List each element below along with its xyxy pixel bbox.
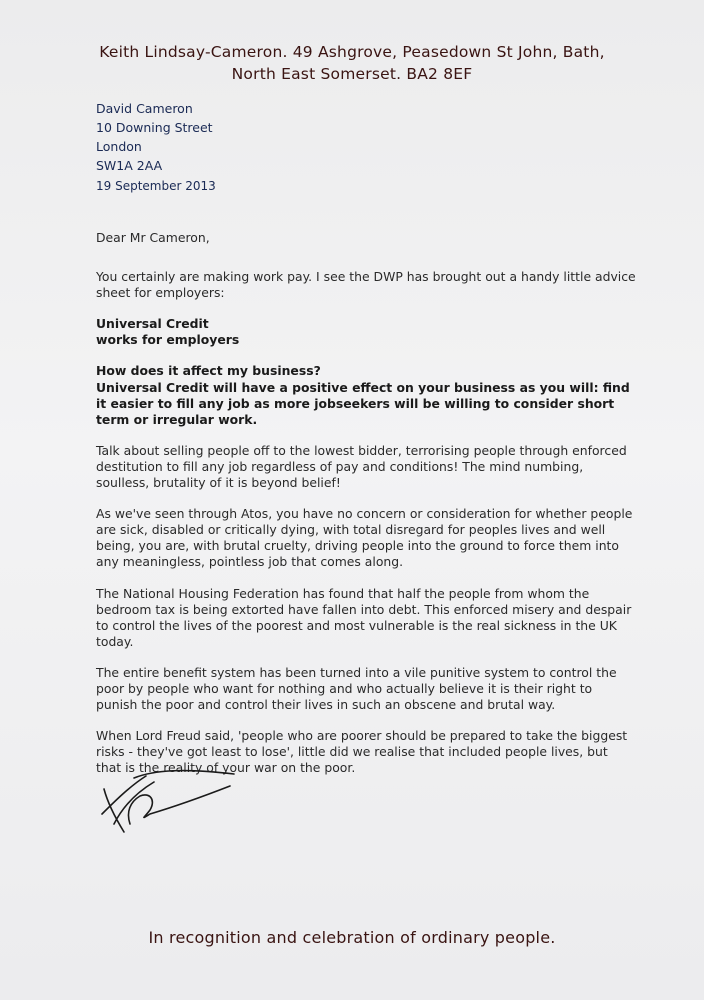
recipient-postcode: SW1A 2AA <box>96 158 163 173</box>
body-paragraph: The entire benefit system has been turned into a vile punitive system to control the poor by people who want for nothing and who actually believe it is their right to punish the poor and control their lives in such an obscene and brutal way. <box>96 664 617 713</box>
quote-title-line-2: works for employers <box>96 332 240 348</box>
greeting: Dear Mr Cameron, <box>96 230 210 245</box>
quote-title-line-1: Universal Credit <box>96 316 209 332</box>
quote-question: How does it affect my business? <box>96 363 321 379</box>
body-paragraph: The National Housing Federation has found that half the people from whom the bedroom tax is being extorted have fallen into debt. This enforced misery and despair to control the lives of the poorest and most vulnerable is the real sickness in the UK today. <box>96 585 632 649</box>
recipient-name: David Cameron <box>96 101 193 116</box>
letterhead-line-2: North East Somerset. BA2 8EF <box>231 65 473 83</box>
body-paragraph: As we've seen through Atos, you have no concern or consideration for whether people are sick, disabled or critically dying, with total disregard for peoples lives and well being, you are, with brutal cruelty, driving people into the ground to force them into any meaningless, pointless job that comes along. <box>96 506 633 570</box>
intro-paragraph: You certainly are making work pay. I see the DWP has brought out a handy little advice sheet for employers: <box>96 269 636 301</box>
letterhead <box>0 41 704 85</box>
letter-body <box>96 230 636 776</box>
handwritten-signature <box>94 764 244 844</box>
recipient-street: 10 Downing Street <box>96 120 213 135</box>
letter-date: 19 September 2013 <box>96 179 216 193</box>
quote-answer: Universal Credit will have a positive effect on your business as you will: find it easier to fill any job as more jobseekers will be willing to consider short term or irregular work. <box>96 379 630 427</box>
recipient-address <box>96 99 213 175</box>
letterhead-line-1: Keith Lindsay-Cameron. 49 Ashgrove, Peasedown St John, Bath, <box>99 43 605 61</box>
body-paragraph: When Lord Freud said, 'people who are poorer should be prepared to take the biggest risks - they've got least to lose', little did we realise that included people lives, but that is the reality of your war on the poor. <box>96 728 628 776</box>
recipient-city: London <box>96 139 142 154</box>
footer-tagline: In recognition and celebration of ordinary people. <box>148 928 556 947</box>
body-paragraph: Talk about selling people off to the lowest bidder, terrorising people through enforced destitution to fill any job regardless of pay and conditions! The mind numbing, soulless, brutality of it is beyond belief! <box>96 442 627 491</box>
